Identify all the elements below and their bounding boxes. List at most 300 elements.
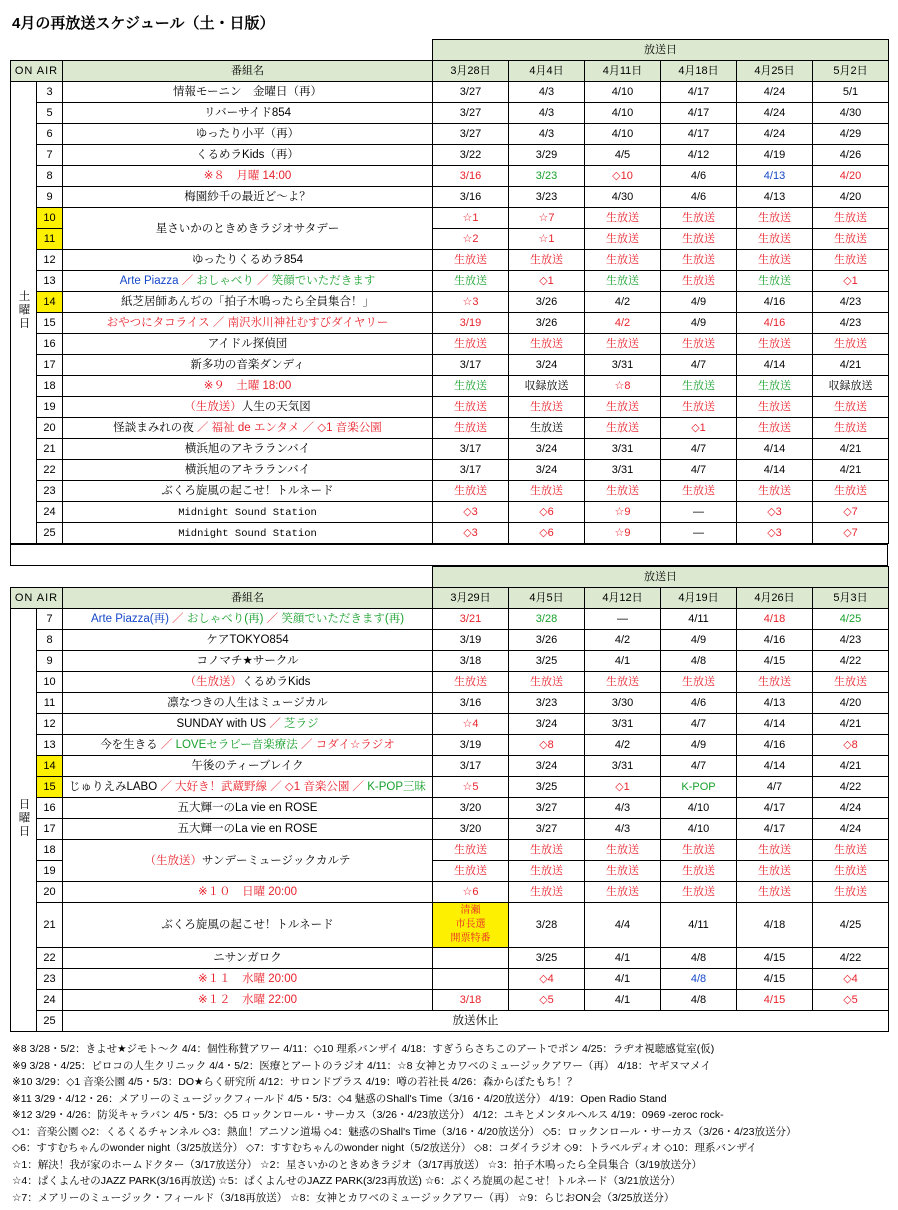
footnote-line: ※12 3/29・4/26：防災キャラバン 4/5・5/3：◇5 ロックンロール・サーカス（3/26・4/23放送分） 4/12：ユキとメンタルヘルス 4/19：0969 -zeroc rock-	[12, 1109, 724, 1121]
schedule-cell: 4/13	[737, 187, 813, 208]
table-row	[11, 819, 889, 840]
schedule-cell: 生放送	[509, 397, 585, 418]
schedule-cell: 生放送	[585, 882, 661, 903]
date-header-6: 5月3日	[813, 588, 889, 609]
schedule-cell: 生放送	[509, 882, 585, 903]
schedule-cell: 4/29	[813, 124, 889, 145]
schedule-cell: 4/20	[813, 187, 889, 208]
onair-number: 15	[37, 313, 63, 334]
schedule-cell: 4/16	[737, 292, 813, 313]
schedule-cell: 生放送	[433, 334, 509, 355]
schedule-cell: 生放送	[585, 208, 661, 229]
schedule-cell: 4/21	[813, 460, 889, 481]
date-header-5: 4月25日	[737, 61, 813, 82]
table-row	[11, 609, 889, 630]
schedule-cell: 4/21	[813, 714, 889, 735]
schedule-cell: 生放送	[585, 250, 661, 271]
schedule-cell: ◇5	[509, 990, 585, 1011]
schedule-cell: 生放送	[585, 229, 661, 250]
table-row	[11, 103, 889, 124]
schedule-cell: 3/25	[509, 948, 585, 969]
schedule-cell: 3/23	[509, 187, 585, 208]
schedule-cell: 4/15	[737, 948, 813, 969]
schedule-cell	[433, 969, 509, 990]
program-name: ※８ 月曜 14:00	[63, 166, 433, 187]
schedule-cell: 4/9	[661, 292, 737, 313]
program-name: 五大輝一のLa vie en ROSE	[63, 798, 433, 819]
column-header-row	[11, 61, 889, 82]
table-row	[11, 523, 889, 544]
date-header-5: 4月26日	[737, 588, 813, 609]
schedule-cell: 4/8	[661, 651, 737, 672]
schedule-cell: ☆5	[433, 777, 509, 798]
program-name: ※１２ 水曜 22:00	[63, 990, 433, 1011]
onair-number: 19	[37, 861, 63, 882]
schedule-cell: 生放送	[813, 861, 889, 882]
onair-number: 14	[37, 292, 63, 313]
onair-number: 22	[37, 948, 63, 969]
schedule-cell: 生放送	[585, 334, 661, 355]
schedule-cell: 3/25	[509, 651, 585, 672]
schedule-cell: 3/26	[509, 630, 585, 651]
onair-number: 12	[37, 250, 63, 271]
program-name: アイドル探偵団	[63, 334, 433, 355]
schedule-cell: ◇8	[509, 735, 585, 756]
schedule-cell: 4/8	[661, 948, 737, 969]
schedule-cell: 4/23	[813, 313, 889, 334]
schedule-cell: 生放送	[737, 334, 813, 355]
date-header-2: 4月4日	[509, 61, 585, 82]
schedule-cell: 4/11	[661, 903, 737, 948]
saturday-label: 土曜日	[11, 82, 37, 544]
schedule-cell: 生放送	[509, 481, 585, 502]
table-row	[11, 502, 889, 523]
table-row	[11, 397, 889, 418]
schedule-cell: 3/20	[433, 819, 509, 840]
schedule-cell: 生放送	[737, 861, 813, 882]
schedule-cell: 生放送	[737, 208, 813, 229]
schedule-cell: 4/4	[585, 903, 661, 948]
program-name: ぶくろ旋風の起こせ！トルネード	[63, 903, 433, 948]
table-row	[11, 756, 889, 777]
program-name: 梅園紗千の最近ど～よ？	[63, 187, 433, 208]
schedule-cell: 4/5	[585, 145, 661, 166]
table-row	[11, 714, 889, 735]
schedule-cell: 3/17	[433, 756, 509, 777]
onair-number: 7	[37, 609, 63, 630]
onair-number: 9	[37, 651, 63, 672]
schedule-cell: 3/23	[509, 166, 585, 187]
schedule-cell: 生放送	[433, 861, 509, 882]
onair-number: 21	[37, 439, 63, 460]
schedule-cell: ◇3	[737, 523, 813, 544]
schedule-cell: 4/23	[813, 630, 889, 651]
footnote-line: ※10 3/29：◇1 音楽公園 4/5・5/3：DO★らく研究所 4/12：サロンドプラス 4/19：噂の若社長 4/26：森からぽたもち！？	[12, 1076, 578, 1088]
program-name: ぶくろ旋風の起こせ！トルネード	[63, 481, 433, 502]
onair-number: 15	[37, 777, 63, 798]
schedule-cell: 生放送	[737, 229, 813, 250]
schedule-cell: ◇1	[661, 418, 737, 439]
table-row	[11, 460, 889, 481]
schedule-cell: ◇6	[509, 502, 585, 523]
schedule-cell: 4/10	[661, 819, 737, 840]
schedule-cell: 4/30	[813, 103, 889, 124]
schedule-cell: 3/27	[433, 124, 509, 145]
date-header-4: 4月19日	[661, 588, 737, 609]
schedule-cell: 生放送	[737, 418, 813, 439]
schedule-cell: —	[661, 523, 737, 544]
date-header-3: 4月11日	[585, 61, 661, 82]
schedule-cell: ☆3	[433, 292, 509, 313]
table-row	[11, 124, 889, 145]
schedule-cell: 4/7	[737, 777, 813, 798]
table-row	[11, 355, 889, 376]
schedule-cell: 4/9	[661, 735, 737, 756]
schedule-cell: 生放送	[737, 672, 813, 693]
schedule-cell: 3/18	[433, 990, 509, 1011]
schedule-cell: 4/24	[813, 819, 889, 840]
schedule-cell: 生放送	[509, 861, 585, 882]
schedule-cell: 4/16	[737, 735, 813, 756]
schedule-cell: 3/28	[509, 609, 585, 630]
schedule-cell: 生放送	[433, 840, 509, 861]
schedule-cell: 3/16	[433, 693, 509, 714]
onair-number: 9	[37, 187, 63, 208]
footnote-line: ◇6：すすむちゃんのwonder night（3/25放送分） ◇7：すすむちゃんのwonder night（5/2放送分） ◇8：コダイラジオ ◇9：トラベルディオ ◇10：理系バンザイ	[12, 1142, 757, 1154]
schedule-cell: ◇8	[813, 735, 889, 756]
schedule-cell: ☆6	[433, 882, 509, 903]
program-name: （生放送）サンデーミュージックカルテ	[63, 840, 433, 882]
schedule-cell: 3/26	[509, 292, 585, 313]
table-row	[11, 630, 889, 651]
schedule-cell: 4/21	[813, 439, 889, 460]
onair-number: 11	[37, 693, 63, 714]
table-row	[11, 376, 889, 397]
schedule-cell: ☆1	[433, 208, 509, 229]
onair-number: 12	[37, 714, 63, 735]
schedule-cell: 4/14	[737, 460, 813, 481]
schedule-cell: 生放送	[433, 672, 509, 693]
program-name: 凛なつきの人生はミュージカル	[63, 693, 433, 714]
onair-number: 25	[37, 523, 63, 544]
program-name: 紙芝居師あんぢの「拍子木鳴ったら全員集合！」	[63, 292, 433, 313]
program-name: ※１０ 日曜 20:00	[63, 882, 433, 903]
schedule-cell: 4/8	[661, 990, 737, 1011]
schedule-cell: 生放送	[585, 271, 661, 292]
schedule-cell: 生放送	[661, 229, 737, 250]
onair-number: 18	[37, 376, 63, 397]
schedule-cell: 3/17	[433, 355, 509, 376]
schedule-cell: 4/7	[661, 355, 737, 376]
schedule-cell: 4/13	[737, 693, 813, 714]
table-row	[11, 334, 889, 355]
schedule-cell: 3/25	[509, 777, 585, 798]
broadcast-day-label: 放送日	[433, 40, 889, 61]
date-header-1: 3月28日	[433, 61, 509, 82]
schedule-cell: 4/3	[585, 798, 661, 819]
schedule-cell: 4/19	[737, 145, 813, 166]
schedule-cell: 生放送	[509, 334, 585, 355]
schedule-cell: 4/21	[813, 756, 889, 777]
onair-number: 22	[37, 460, 63, 481]
schedule-cell: 生放送	[661, 672, 737, 693]
program-name-header: 番組名	[63, 61, 433, 82]
table-row	[11, 948, 889, 969]
schedule-cell: 生放送	[509, 250, 585, 271]
program-name: 横浜旭のアキラランバイ	[63, 460, 433, 481]
program-name: （生放送）人生の天気図	[63, 397, 433, 418]
schedule-cell: 生放送	[813, 334, 889, 355]
schedule-cell: 生放送	[585, 418, 661, 439]
schedule-cell: 4/7	[661, 439, 737, 460]
program-name: ゆったり小平（再）	[63, 124, 433, 145]
table-row	[11, 439, 889, 460]
footnote-line: ※11 3/29・4/12・26：メアリーのミュージックフィールド 4/5・5/3：◇4 魅惑のShall's Time（3/16・4/20放送分） 4/19：Open Radio Stand	[12, 1092, 667, 1105]
program-name: 午後のティーブレイク	[63, 756, 433, 777]
schedule-cell: 4/15	[737, 651, 813, 672]
table-row	[11, 166, 889, 187]
footnote-line: ※8 3/28・5/2：きよせ★ジモト～ク 4/4：個性称賛アワー 4/11：◇10 理系バンザイ 4/18：すぎうらさちこのアートでポン 4/25：ラヂオ視聴感覚室(仮)	[12, 1043, 715, 1055]
table-row	[11, 693, 889, 714]
schedule-cell: 3/31	[585, 714, 661, 735]
date-header-1: 3月29日	[433, 588, 509, 609]
table-row	[11, 840, 889, 861]
schedule-cell: 3/27	[433, 103, 509, 124]
schedule-cell: 4/24	[813, 798, 889, 819]
schedule-cell: ◇1	[585, 777, 661, 798]
onair-number: 20	[37, 418, 63, 439]
schedule-cell: 4/15	[737, 969, 813, 990]
schedule-cell: 4/10	[661, 798, 737, 819]
program-name: ケアTOKYO854	[63, 630, 433, 651]
table-row	[11, 777, 889, 798]
schedule-cell: 4/24	[737, 82, 813, 103]
schedule-cell: 生放送	[813, 481, 889, 502]
schedule-cell: 4/13	[737, 166, 813, 187]
schedule-cell: 4/16	[737, 313, 813, 334]
schedule-cell: 3/22	[433, 145, 509, 166]
onair-number: 5	[37, 103, 63, 124]
footnote-line: ◇1：音楽公園 ◇2：くるくるチャンネル ◇3：熱血！アニソン道場 ◇4：魅惑のShall's Time（3/16・4/20放送分） ◇5：ロックンロール・サーカス（3/26・4/23放送分）	[12, 1125, 797, 1138]
schedule-cell: 4/14	[737, 439, 813, 460]
table-row	[11, 250, 889, 271]
table-row	[11, 735, 889, 756]
schedule-cell: 生放送	[509, 672, 585, 693]
onair-number: 23	[37, 969, 63, 990]
schedule-cell: 生放送	[813, 208, 889, 229]
schedule-cell: 3/16	[433, 187, 509, 208]
schedule-cell: 4/1	[585, 990, 661, 1011]
schedule-cell: 3/30	[585, 693, 661, 714]
schedule-cell: ◇10	[585, 166, 661, 187]
program-name: ※９ 土曜 18:00	[63, 376, 433, 397]
schedule-cell: 生放送	[737, 376, 813, 397]
schedule-cell: 4/9	[661, 313, 737, 334]
program-name: コノマチ★サークル	[63, 651, 433, 672]
schedule-cell: 生放送	[661, 882, 737, 903]
schedule-cell: 4/3	[585, 819, 661, 840]
schedule-cell: 4/1	[585, 651, 661, 672]
schedule-cell: 生放送	[737, 250, 813, 271]
schedule-cell: ☆2	[433, 229, 509, 250]
schedule-cell: 3/29	[509, 145, 585, 166]
schedule-cell: 4/17	[737, 798, 813, 819]
schedule-cell: 生放送	[813, 229, 889, 250]
table-row	[11, 651, 889, 672]
saturday-schedule-table	[10, 39, 889, 544]
schedule-cell: 生放送	[661, 376, 737, 397]
schedule-cell: 生放送	[737, 481, 813, 502]
schedule-cell: 4/22	[813, 948, 889, 969]
schedule-cell: 4/14	[737, 756, 813, 777]
schedule-cell: 4/12	[661, 145, 737, 166]
onair-number: 18	[37, 840, 63, 861]
program-name: 五大輝一のLa vie en ROSE	[63, 819, 433, 840]
onair-number: 16	[37, 334, 63, 355]
schedule-cell: 4/10	[585, 82, 661, 103]
schedule-cell: 3/24	[509, 460, 585, 481]
column-header-row	[11, 588, 889, 609]
schedule-cell: 4/9	[661, 630, 737, 651]
program-name: 新多功の音楽ダンディ	[63, 355, 433, 376]
schedule-cell: 生放送	[813, 250, 889, 271]
schedule-cell: 生放送	[813, 882, 889, 903]
footnote-line: ☆1：解決！我が家のホームドクター（3/17放送分） ☆2：星さいかのときめきラジオ（3/17再放送） ☆3：拍子木鳴ったら全員集合（3/19放送分）	[12, 1158, 702, 1171]
schedule-cell: 生放送	[433, 250, 509, 271]
onair-header: ON AIR	[11, 588, 63, 609]
schedule-cell: ◇3	[433, 523, 509, 544]
program-name: じゅりえみLABO ／ 大好き！武蔵野線 ／ ◇1 音楽公園 ／ K-POP三昧	[63, 777, 433, 798]
schedule-cell: 生放送	[585, 397, 661, 418]
schedule-cell: ◇3	[433, 502, 509, 523]
schedule-cell: 4/18	[737, 903, 813, 948]
program-name: Midnight Sound Station	[63, 523, 433, 544]
schedule-cell: 4/23	[813, 292, 889, 313]
table-spacer	[10, 544, 888, 566]
schedule-cell: 4/25	[813, 609, 889, 630]
onair-number: 8	[37, 630, 63, 651]
program-name: おやつにタコライス ／ 南沢氷川神社むすびダイヤリー	[63, 313, 433, 334]
program-name: 怪談まみれの夜 ／ 福祉 de エンタメ ／ ◇1 音楽公園	[63, 418, 433, 439]
schedule-cell: 4/10	[585, 124, 661, 145]
onair-number: 14	[37, 756, 63, 777]
schedule-cell: 4/7	[661, 714, 737, 735]
schedule-cell: 4/1	[585, 948, 661, 969]
sunday-label: 日曜日	[11, 609, 37, 1032]
schedule-cell: 4/17	[737, 819, 813, 840]
schedule-cell: ◇7	[813, 502, 889, 523]
schedule-cell: 4/17	[661, 124, 737, 145]
schedule-cell: 4/22	[813, 777, 889, 798]
schedule-cell: 3/18	[433, 651, 509, 672]
schedule-cell: 生放送	[433, 271, 509, 292]
schedule-cell: 3/28	[509, 903, 585, 948]
schedule-cell: ☆4	[433, 714, 509, 735]
schedule-cell: ◇4	[813, 969, 889, 990]
schedule-cell	[433, 948, 509, 969]
program-name: くるめラKids（再）	[63, 145, 433, 166]
table-row	[11, 418, 889, 439]
schedule-cell: 生放送	[585, 840, 661, 861]
schedule-cell: 4/20	[813, 693, 889, 714]
schedule-cell: 3/16	[433, 166, 509, 187]
schedule-cell: —	[585, 609, 661, 630]
schedule-cell: 3/24	[509, 714, 585, 735]
schedule-cell: 生放送	[737, 882, 813, 903]
sunday-schedule-table	[10, 566, 889, 1032]
onair-number: 24	[37, 990, 63, 1011]
schedule-cell: 生放送	[737, 397, 813, 418]
schedule-cell: 4/2	[585, 735, 661, 756]
broadcast-day-label: 放送日	[433, 567, 889, 588]
schedule-cell: 3/21	[433, 609, 509, 630]
schedule-cell: 4/8	[661, 969, 737, 990]
table-row	[11, 903, 889, 948]
onair-number: 20	[37, 882, 63, 903]
schedule-cell: 4/17	[661, 103, 737, 124]
table-row	[11, 313, 889, 334]
program-name: ゆったりくるめラ854	[63, 250, 433, 271]
onair-number: 13	[37, 735, 63, 756]
schedule-cell: 4/16	[737, 630, 813, 651]
schedule-cell: 生放送	[813, 840, 889, 861]
table-row	[11, 271, 889, 292]
schedule-cell: 4/25	[813, 903, 889, 948]
onair-number: 24	[37, 502, 63, 523]
schedule-cell: 4/1	[585, 969, 661, 990]
schedule-cell: 5/1	[813, 82, 889, 103]
schedule-cell: 4/14	[737, 355, 813, 376]
schedule-cell: 4/6	[661, 187, 737, 208]
date-header-4: 4月18日	[661, 61, 737, 82]
onair-number: 6	[37, 124, 63, 145]
schedule-cell: 4/20	[813, 166, 889, 187]
schedule-cell: 4/30	[585, 187, 661, 208]
schedule-cell: 生放送	[585, 861, 661, 882]
schedule-cell: ◇1	[813, 271, 889, 292]
schedule-cell: 4/2	[585, 630, 661, 651]
schedule-cell: 4/24	[737, 103, 813, 124]
onair-number: 17	[37, 819, 63, 840]
program-name: SUNDAY with US ／ 芝ラジ	[63, 714, 433, 735]
schedule-cell: 4/10	[585, 103, 661, 124]
onair-header: ON AIR	[11, 61, 63, 82]
schedule-cell: 4/7	[661, 756, 737, 777]
schedule-cell: 4/18	[737, 609, 813, 630]
broadcast-day-header-row	[11, 567, 889, 588]
program-name: （生放送）くるめラKids	[63, 672, 433, 693]
schedule-cell: ◇4	[509, 969, 585, 990]
table-row	[11, 82, 889, 103]
schedule-cell: 生放送	[661, 208, 737, 229]
schedule-cell: 生放送	[661, 250, 737, 271]
schedule-cell: ◇6	[509, 523, 585, 544]
schedule-cell: 3/23	[509, 693, 585, 714]
schedule-cell: 生放送	[433, 418, 509, 439]
onair-number: 17	[37, 355, 63, 376]
schedule-cell: ☆7	[509, 208, 585, 229]
schedule-cell: 3/27	[509, 798, 585, 819]
onair-number: 3	[37, 82, 63, 103]
onair-number: 7	[37, 145, 63, 166]
schedule-cell: ◇7	[813, 523, 889, 544]
program-name: 情報モーニン 金曜日（再）	[63, 82, 433, 103]
table-row	[11, 990, 889, 1011]
program-name: ※１１ 水曜 20:00	[63, 969, 433, 990]
table-row	[11, 672, 889, 693]
schedule-cell: 生放送	[661, 840, 737, 861]
schedule-cell: 4/11	[661, 609, 737, 630]
